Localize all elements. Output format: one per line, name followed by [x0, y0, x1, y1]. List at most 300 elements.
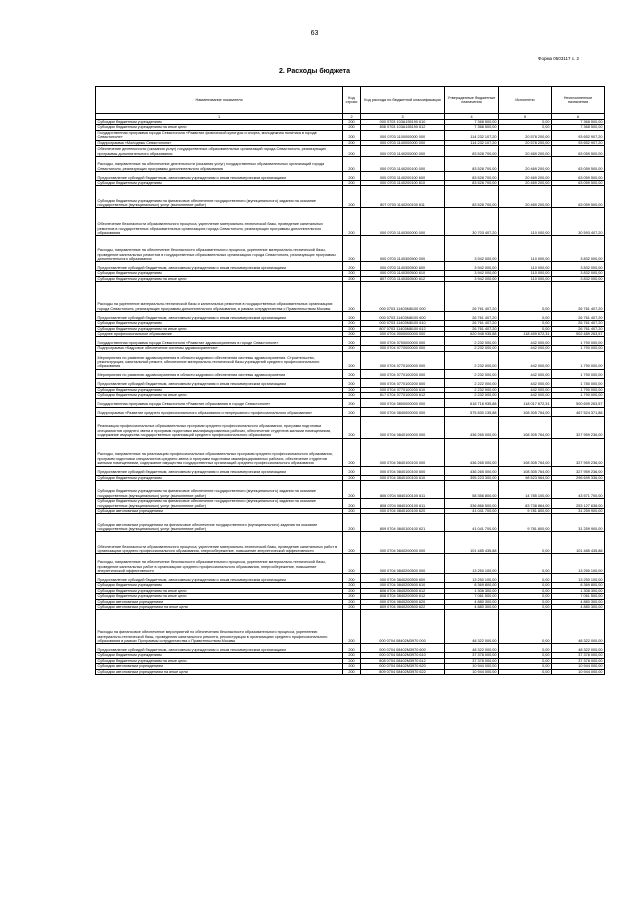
row-kbk-cell: 000 0704 0840100100 620	[361, 508, 445, 513]
row-remaining-cell: 327 959 236,00	[552, 466, 605, 475]
row-code-cell: 200	[343, 346, 361, 351]
table-row	[96, 398, 605, 407]
row-name-cell: Мероприятия по развитию здравоохранения в области кадрового обеспечения системы здравоохранения. Строительство, реконструкция, капитальный ремонт, обеспечение материально-технической базы учреждений среднего профессионального образования	[96, 351, 343, 369]
row-approved-cell: 48 322 000,00	[445, 610, 499, 644]
row-kbk-cell: 000 0704 0840100100 610	[361, 475, 445, 480]
row-executed-cell: 0,00	[499, 610, 552, 644]
row-kbk-cell: 000 0704 0000000000 000	[361, 332, 445, 337]
row-name-cell: Предоставление субсидий бюджетным, автономным учреждениям и иным некоммерческим организациям	[96, 644, 343, 653]
row-approved-cell: 436 265 000,00	[445, 466, 499, 475]
row-kbk-cell: 000 0703 11403М8100 610	[361, 321, 445, 326]
row-kbk-cell: 807 0703 1140300500 612	[361, 276, 445, 281]
row-name-cell: Субсидии бюджетным учреждениям на финансовое обеспечение государственного (муниципального) задания на оказание государственных (муниципальных) услуг (выполнение работ)	[96, 186, 343, 208]
row-approved-cell: 1 308 300,00	[445, 588, 499, 593]
row-executed-cell: 0,00	[499, 120, 552, 125]
row-remaining-cell: 3 832 000,00	[552, 271, 605, 276]
row-approved-cell: 26 761 407,20	[445, 321, 499, 326]
table-row	[96, 407, 605, 416]
row-name-cell: Обеспечение безопасности образовательного процесса, укрепление материально-технической базы, проведение капитальных ремонтов в государственных образовательных организациях города Севастополя, реализующих программы дополнительного образования	[96, 208, 343, 236]
row-name-cell: Предоставление субсидий бюджетным, автономным учреждениям и иным некоммерческим организациям	[96, 312, 343, 321]
row-kbk-cell: 000 0704 0770100200 600	[361, 378, 445, 387]
table-row	[96, 378, 605, 387]
row-code-cell: 200	[343, 181, 361, 186]
row-name-cell: Государственная программа города Севастополя «Развитие физической культуры и спорта, молодежная политика в городе Севастополе»	[96, 130, 343, 140]
row-code-cell: 200	[343, 416, 361, 438]
row-kbk-cell: 000 0703 1140200100 600	[361, 172, 445, 181]
row-code-cell: 200	[343, 532, 361, 554]
row-approved-cell: 83 528 700,00	[445, 146, 499, 157]
row-remaining-cell: 1 308 300,00	[552, 588, 605, 593]
row-executed-cell: 0,00	[499, 664, 552, 669]
row-code-cell: 200	[343, 669, 361, 674]
row-executed-cell: 108 305 764,00	[499, 466, 552, 475]
row-name-cell: Расходы на укрепление материально-технической базы и капитальных ремонтов в государственных образовательных организациях города Севастополя, реализующих программы дополнительного образования, в рамках сотрудничества с Правительством Москвы	[96, 282, 343, 312]
row-remaining-cell: 467 524 371,88	[552, 407, 605, 416]
row-name-cell: Подпрограмма «Развитие среднего профессионального образования и непрерывного профессионального образования»	[96, 407, 343, 416]
row-approved-cell: 83 528 700,00	[445, 172, 499, 181]
row-executed-cell: 0,00	[499, 644, 552, 653]
row-name-cell: Субсидии автономным учреждениям	[96, 508, 343, 513]
row-code-cell: 200	[343, 312, 361, 321]
row-name-cell: Государственная программа города Севастополя «Развитие здравоохранения в городе Севастополе»	[96, 337, 343, 346]
row-code-cell: 200	[343, 157, 361, 172]
row-executed-cell: 108 305 764,00	[499, 416, 552, 438]
table-body	[96, 120, 605, 675]
row-code-cell: 200	[343, 271, 361, 276]
row-name-cell: Реализация профессиональных образовательных программ среднего профессионального образования, программ подготовки специалистов среднего звена и программ подготовки квалифицированных рабочих, обеспечение студентов жилыми помещениями, содержание имущества государственных организаций среднего профессионального образования	[96, 416, 343, 438]
row-name-cell: Мероприятия по развитию здравоохранения в области кадрового обеспечения системы здравоохранения	[96, 369, 343, 378]
row-approved-cell: 26 761 407,20	[445, 312, 499, 321]
row-kbk-cell: 000 0703 1140200100 610	[361, 181, 445, 186]
row-approved-cell: 4 880 300,00	[445, 604, 499, 609]
table-row	[96, 644, 605, 653]
row-executed-cell: 20 469 200,00	[499, 181, 552, 186]
row-name-cell: Субсидии бюджетным учреждениям	[96, 583, 343, 588]
row-kbk-cell: 000 0704 0840200500 620	[361, 599, 445, 604]
row-remaining-cell: 13 250 100,00	[552, 574, 605, 583]
row-code-cell: 200	[343, 610, 361, 644]
row-approved-cell: 48 322 000,00	[445, 644, 499, 653]
row-approved-cell: 3 942 000,00	[445, 236, 499, 262]
row-executed-cell: 20 578 200,00	[499, 140, 552, 145]
row-remaining-cell: 63 059 500,00	[552, 172, 605, 181]
row-name-cell: Расходы, направленные на обеспечение безопасности образовательного процесса, укрепление материально-технической базы, проведение капитальных ремонтов в государственных образовательных организациях города Севастополя, реализующих программы дополнительного образования	[96, 236, 343, 262]
row-name-cell: Субсидии бюджетным учреждениям	[96, 387, 343, 392]
row-executed-cell: 110 000,00	[499, 271, 552, 276]
row-code-cell: 200	[343, 664, 361, 669]
row-executed-cell: 20 469 200,00	[499, 172, 552, 181]
row-executed-cell: 442 000,00	[499, 387, 552, 392]
row-name-cell: Предоставление субсидий бюджетным, автономным учреждениям и иным некоммерческим организациям	[96, 466, 343, 475]
table-row	[96, 130, 605, 140]
row-kbk-cell: 000 0704 08402М3970 610	[361, 653, 445, 658]
row-kbk-cell: 000 0704 0700000000 000	[361, 337, 445, 346]
row-name-cell: Субсидии автономным учреждениям	[96, 664, 343, 669]
row-kbk-cell: 806 0704 0840100100 611	[361, 481, 445, 499]
row-name-cell: Субсидии бюджетным учреждениям на иные цели	[96, 125, 343, 130]
section-title: 2. Расходы бюджета	[279, 68, 350, 75]
row-approved-cell: 10 944 000,00	[445, 664, 499, 669]
row-kbk-cell: 000 0704 0840100000 000	[361, 416, 445, 438]
row-executed-cell: 0,00	[499, 669, 552, 674]
row-remaining-cell: 101 485 435,88	[552, 532, 605, 554]
row-remaining-cell: 48 322 000,00	[552, 644, 605, 653]
table-row	[96, 554, 605, 574]
row-kbk-cell: 808 0704 0840100100 611	[361, 499, 445, 509]
row-remaining-cell: 3 832 000,00	[552, 262, 605, 271]
row-kbk-cell: 809 0704 0840200500 622	[361, 604, 445, 609]
row-remaining-cell: 8 369 800,00	[552, 583, 605, 588]
row-kbk-cell: 809 0704 08402М3970 622	[361, 669, 445, 674]
row-executed-cell: 0,00	[499, 326, 552, 331]
row-approved-cell: 618 716 935,88	[445, 398, 499, 407]
row-approved-cell: 114 232 107,20	[445, 130, 499, 140]
row-name-cell: Среднее профессиональное образование	[96, 332, 343, 337]
row-name-cell: Субсидии бюджетным учреждениям	[96, 321, 343, 326]
row-code-cell: 200	[343, 140, 361, 145]
row-name-cell: Субсидии автономным учреждениям	[96, 599, 343, 604]
row-name-cell: Субсидии автономным учреждениям на иные цели	[96, 604, 343, 609]
row-remaining-cell: 93 652 907,20	[552, 130, 605, 140]
row-name-cell: Расходы, направленные на реализацию профессиональных образовательных программ среднего профессионального образования, программ подготовки специалистов среднего звена и программ подготовки квалифицированных рабочих, обеспечение студентов жилыми помещениями, содержание имущества государственных организаций среднего профессионального образования	[96, 438, 343, 466]
table-row	[96, 351, 605, 369]
row-kbk-cell: 000 0704 0770100200 610	[361, 387, 445, 392]
row-remaining-cell: 502 489 263,57	[552, 332, 605, 337]
row-remaining-cell: 1 790 000,00	[552, 337, 605, 346]
row-code-cell: 200	[343, 393, 361, 398]
row-code-cell: 200	[343, 588, 361, 593]
row-executed-cell: 442 000,00	[499, 337, 552, 346]
row-code-cell: 200	[343, 475, 361, 480]
row-executed-cell: 442 000,00	[499, 351, 552, 369]
row-code-cell: 200	[343, 172, 361, 181]
row-kbk-cell: 808 0703 103А155190 612	[361, 125, 445, 130]
column-header-executed: Исполнено	[499, 87, 552, 114]
row-approved-cell: 26 761 407,20	[445, 326, 499, 331]
table-row	[96, 574, 605, 583]
row-name-cell: Субсидии бюджетным учреждениям	[96, 475, 343, 480]
row-code-cell: 200	[343, 594, 361, 599]
page-number: 63	[310, 30, 319, 37]
row-kbk-cell: 000 0703 1140300000 000	[361, 208, 445, 236]
column-number: 5	[499, 114, 552, 120]
row-name-cell: Предоставление субсидий бюджетным, автономным учреждениям и иным некоммерческим организациям	[96, 262, 343, 271]
row-approved-cell: 13 250 100,00	[445, 574, 499, 583]
column-header-remaining: Неисполненные назначения	[552, 87, 605, 114]
row-name-cell: Субсидии бюджетным учреждениям	[96, 181, 343, 186]
table-row	[96, 416, 605, 438]
row-kbk-cell: 809 0704 0840100100 621	[361, 514, 445, 532]
table-row	[96, 499, 605, 509]
table-row	[96, 369, 605, 378]
row-kbk-cell: 000 0704 0840100100 000	[361, 438, 445, 466]
row-code-cell: 200	[343, 130, 361, 140]
row-executed-cell: 20 469 200,00	[499, 146, 552, 157]
row-code-cell: 200	[343, 644, 361, 653]
row-executed-cell: 14 785 100,00	[499, 481, 552, 499]
row-remaining-cell: 26 761 407,20	[552, 321, 605, 326]
row-remaining-cell: 500 699 263,57	[552, 398, 605, 407]
table-row	[96, 669, 605, 674]
table-header-row	[96, 87, 605, 114]
row-approved-cell: 2 232 000,00	[445, 346, 499, 351]
row-remaining-cell: 327 959 236,00	[552, 416, 605, 438]
row-executed-cell: 20 578 200,00	[499, 130, 552, 140]
row-remaining-cell: 13 250 100,00	[552, 554, 605, 574]
row-remaining-cell: 26 761 407,20	[552, 326, 605, 331]
row-remaining-cell: 7 368 500,00	[552, 125, 605, 130]
row-kbk-cell: 000 0704 08402М3970 600	[361, 644, 445, 653]
row-approved-cell: 395 223 300,00	[445, 475, 499, 480]
table-row	[96, 282, 605, 312]
row-executed-cell: 0,00	[499, 282, 552, 312]
row-remaining-cell: 30 593 407,20	[552, 208, 605, 236]
row-code-cell: 200	[343, 554, 361, 574]
row-executed-cell: 442 000,00	[499, 369, 552, 378]
row-kbk-cell: 000 0703 1140000000 000	[361, 140, 445, 145]
row-code-cell: 200	[343, 321, 361, 326]
row-executed-cell: 110 000,00	[499, 208, 552, 236]
table-row	[96, 610, 605, 644]
row-code-cell: 200	[343, 653, 361, 658]
table-row	[96, 208, 605, 236]
row-kbk-cell: 000 0704 0840200500 610	[361, 583, 445, 588]
row-remaining-cell: 1 790 000,00	[552, 387, 605, 392]
row-code-cell: 200	[343, 499, 361, 509]
row-name-cell: Субсидии бюджетным учреждениям на иные цели	[96, 594, 343, 599]
row-approved-cell: 41 041 700,00	[445, 508, 499, 513]
table-row	[96, 466, 605, 475]
row-code-cell: 200	[343, 236, 361, 262]
row-code-cell: 200	[343, 146, 361, 157]
row-code-cell: 200	[343, 604, 361, 609]
row-kbk-cell: 000 0704 0840000000 000	[361, 407, 445, 416]
row-executed-cell: 9 781 800,00	[499, 508, 552, 513]
row-approved-cell: 101 485 435,88	[445, 532, 499, 554]
table-row	[96, 146, 605, 157]
row-kbk-cell: 000 0703 1140300500 600	[361, 262, 445, 271]
row-remaining-cell: 1 790 000,00	[552, 369, 605, 378]
row-code-cell: 200	[343, 282, 361, 312]
row-code-cell: 200	[343, 514, 361, 532]
row-approved-cell: 2 232 000,00	[445, 351, 499, 369]
column-number: 6	[552, 114, 605, 120]
row-approved-cell: 83 528 700,00	[445, 157, 499, 172]
row-approved-cell: 336 866 500,00	[445, 499, 499, 509]
row-remaining-cell: 31 259 900,00	[552, 508, 605, 513]
row-kbk-cell: 000 0703 1140200000 000	[361, 146, 445, 157]
row-kbk-cell: 000 0704 0770100000 000	[361, 351, 445, 369]
row-kbk-cell: 806 0704 0840200500 612	[361, 588, 445, 593]
row-remaining-cell: 48 322 000,00	[552, 610, 605, 644]
row-remaining-cell: 31 259 900,00	[552, 514, 605, 532]
row-code-cell: 200	[343, 398, 361, 407]
row-kbk-cell: 000 0703 11403М8100 000	[361, 282, 445, 312]
row-kbk-cell: 000 0704 0840200500 000	[361, 554, 445, 574]
row-name-cell: Предоставление субсидий бюджетным, автономным учреждениям и иным некоммерческим организациям	[96, 574, 343, 583]
row-remaining-cell: 10 944 000,00	[552, 669, 605, 674]
row-code-cell: 200	[343, 326, 361, 331]
table-row	[96, 157, 605, 172]
row-approved-cell: 575 830 135,88	[445, 407, 499, 416]
row-code-cell: 200	[343, 369, 361, 378]
row-executed-cell: 0,00	[499, 653, 552, 658]
row-remaining-cell: 1 790 000,00	[552, 393, 605, 398]
row-executed-cell: 20 469 200,00	[499, 157, 552, 172]
row-executed-cell: 108 305 764,00	[499, 438, 552, 466]
row-executed-cell: 110 000,00	[499, 236, 552, 262]
row-remaining-cell: 10 944 000,00	[552, 664, 605, 669]
table-row	[96, 337, 605, 346]
row-remaining-cell: 327 959 236,00	[552, 438, 605, 466]
column-header-kbk: Код расхода по бюджетной классификации	[361, 87, 445, 114]
row-name-cell: Государственная программа города Севастополя «Развитие образования в городе Севастополе»	[96, 398, 343, 407]
form-code: Форма 0503117 с. 2	[538, 56, 579, 61]
row-approved-cell: 8 369 800,00	[445, 583, 499, 588]
row-code-cell: 200	[343, 208, 361, 236]
row-kbk-cell: 000 0703 1140300500 610	[361, 271, 445, 276]
column-number: 4	[445, 114, 499, 120]
column-header-approved: Утвержденные бюджетные назначения	[445, 87, 499, 114]
row-executed-cell: 442 000,00	[499, 393, 552, 398]
row-code-cell: 200	[343, 120, 361, 125]
table-row	[96, 514, 605, 532]
row-kbk-cell: 000 0704 0770000000 000	[361, 346, 445, 351]
expenses-table	[95, 86, 605, 675]
row-approved-cell: 2 232 000,00	[445, 387, 499, 392]
row-kbk-cell: 000 0703 103А155190 610	[361, 120, 445, 125]
column-header-name: Наименование показателя	[96, 87, 343, 114]
row-approved-cell: 58 356 800,00	[445, 481, 499, 499]
table-row	[96, 532, 605, 554]
row-approved-cell: 3 942 000,00	[445, 262, 499, 271]
row-remaining-cell: 3 832 000,00	[552, 276, 605, 281]
row-kbk-cell: 000 0704 0840200500 600	[361, 574, 445, 583]
row-approved-cell: 2 232 000,00	[445, 369, 499, 378]
row-kbk-cell: 000 0703 1100000000 000	[361, 130, 445, 140]
row-code-cell: 200	[343, 125, 361, 130]
row-executed-cell: 110 000,00	[499, 276, 552, 281]
table-row	[96, 481, 605, 499]
row-name-cell: Предоставление субсидий бюджетным, автономным учреждениям и иным некоммерческим организациям	[96, 378, 343, 387]
row-code-cell: 200	[343, 508, 361, 513]
row-kbk-cell: 808 0704 08402М3970 612	[361, 658, 445, 663]
row-code-cell: 200	[343, 466, 361, 475]
row-code-cell: 200	[343, 387, 361, 392]
row-executed-cell: 9 781 800,00	[499, 514, 552, 532]
row-code-cell: 200	[343, 583, 361, 588]
row-approved-cell: 10 944 000,00	[445, 669, 499, 674]
row-name-cell: Субсидии бюджетным учреждениям на иные цели	[96, 276, 343, 281]
row-approved-cell: 7 368 500,00	[445, 120, 499, 125]
table-row	[96, 312, 605, 321]
row-remaining-cell: 3 832 000,00	[552, 236, 605, 262]
table-row	[96, 332, 605, 337]
row-remaining-cell: 63 059 500,00	[552, 181, 605, 186]
row-name-cell: Субсидии бюджетным учреждениям	[96, 271, 343, 276]
row-executed-cell: 83 738 864,00	[499, 499, 552, 509]
row-code-cell: 200	[343, 186, 361, 208]
row-name-cell: Субсидии бюджетным учреждениям	[96, 653, 343, 658]
row-approved-cell: 2 222 000,00	[445, 378, 499, 387]
row-approved-cell: 7 061 500,00	[445, 594, 499, 599]
row-remaining-cell: 43 571 700,00	[552, 481, 605, 499]
row-executed-cell: 0,00	[499, 574, 552, 583]
row-name-cell: Расходы, направленные на обеспечение безопасности образовательного процесса, укрепление материально-технической базы, проведение капитальных работ в организациях среднего профессионального образования, энергосбережение, повышение энергетической эффективности	[96, 554, 343, 574]
row-kbk-cell: 000 0704 0840200000 000	[361, 532, 445, 554]
row-code-cell: 200	[343, 599, 361, 604]
row-remaining-cell: 63 059 500,00	[552, 157, 605, 172]
row-remaining-cell: 63 059 500,00	[552, 186, 605, 208]
row-executed-cell: 0,00	[499, 532, 552, 554]
row-executed-cell: 0,00	[499, 312, 552, 321]
row-executed-cell: 0,00	[499, 554, 552, 574]
column-header-code: Код строки	[343, 87, 361, 114]
row-remaining-cell: 7 061 500,00	[552, 594, 605, 599]
row-approved-cell: 7 368 500,00	[445, 125, 499, 130]
row-kbk-cell: 808 0704 0840200500 612	[361, 594, 445, 599]
row-executed-cell: 0,00	[499, 583, 552, 588]
row-kbk-cell: 807 0703 11403М8100 612	[361, 326, 445, 331]
row-approved-cell: 4 880 300,00	[445, 599, 499, 604]
row-executed-cell: 108 305 764,00	[499, 407, 552, 416]
table-row	[96, 186, 605, 208]
row-code-cell: 200	[343, 262, 361, 271]
row-code-cell: 200	[343, 407, 361, 416]
row-code-cell: 200	[343, 337, 361, 346]
row-executed-cell: 118 017 672,31	[499, 398, 552, 407]
column-number: 2	[343, 114, 361, 120]
row-code-cell: 200	[343, 481, 361, 499]
row-name-cell: Подпрограмма «Кадровое обеспечение системы здравоохранения»	[96, 346, 343, 351]
row-name-cell: Субсидии бюджетным учреждениям на иные цели	[96, 588, 343, 593]
row-kbk-cell: 000 0704 08402М3970 620	[361, 664, 445, 669]
row-remaining-cell: 296 699 336,00	[552, 475, 605, 480]
row-remaining-cell: 26 761 407,20	[552, 312, 605, 321]
column-number: 1	[96, 114, 343, 120]
row-code-cell: 200	[343, 658, 361, 663]
row-code-cell: 200	[343, 438, 361, 466]
row-kbk-cell: 000 0703 11403М8100 600	[361, 312, 445, 321]
row-executed-cell: 442 000,00	[499, 378, 552, 387]
row-approved-cell: 41 041 700,00	[445, 514, 499, 532]
row-name-cell: Субсидии автономным учреждениям на иные цели	[96, 669, 343, 674]
row-approved-cell: 37 378 000,00	[445, 658, 499, 663]
row-approved-cell: 30 703 407,20	[445, 208, 499, 236]
row-kbk-cell: 000 0704 0770100200 000	[361, 369, 445, 378]
row-executed-cell: 0,00	[499, 594, 552, 599]
row-kbk-cell: 000 0704 0800000000 000	[361, 398, 445, 407]
row-name-cell: Расходы на финансовое обеспечение мероприятий по обеспечению безопасности образовательного процесса, укреплению материально-технической базы, проведению капитального ремонта, реконструкции в организациях среднего профессионального образования в рамках Программы сотрудничества с Правительством Москвы	[96, 610, 343, 644]
row-name-cell: Субсидии бюджетным учреждениям	[96, 120, 343, 125]
row-remaining-cell: 26 761 407,20	[552, 282, 605, 312]
table-row	[96, 172, 605, 181]
row-remaining-cell: 93 652 907,20	[552, 140, 605, 145]
row-kbk-cell: 000 0704 08402М3970 000	[361, 610, 445, 644]
row-executed-cell: 0,00	[499, 125, 552, 130]
row-remaining-cell: 7 368 500,00	[552, 120, 605, 125]
row-code-cell: 200	[343, 351, 361, 369]
row-kbk-cell: 807 0703 1140200100 611	[361, 186, 445, 208]
row-remaining-cell: 63 059 500,00	[552, 146, 605, 157]
row-code-cell: 200	[343, 378, 361, 387]
row-kbk-cell: 000 0704 0840100100 600	[361, 466, 445, 475]
row-approved-cell: 620 948 935,88	[445, 332, 499, 337]
row-code-cell: 200	[343, 574, 361, 583]
row-approved-cell: 3 942 000,00	[445, 276, 499, 281]
row-code-cell: 200	[343, 332, 361, 337]
column-number: 3	[361, 114, 445, 120]
